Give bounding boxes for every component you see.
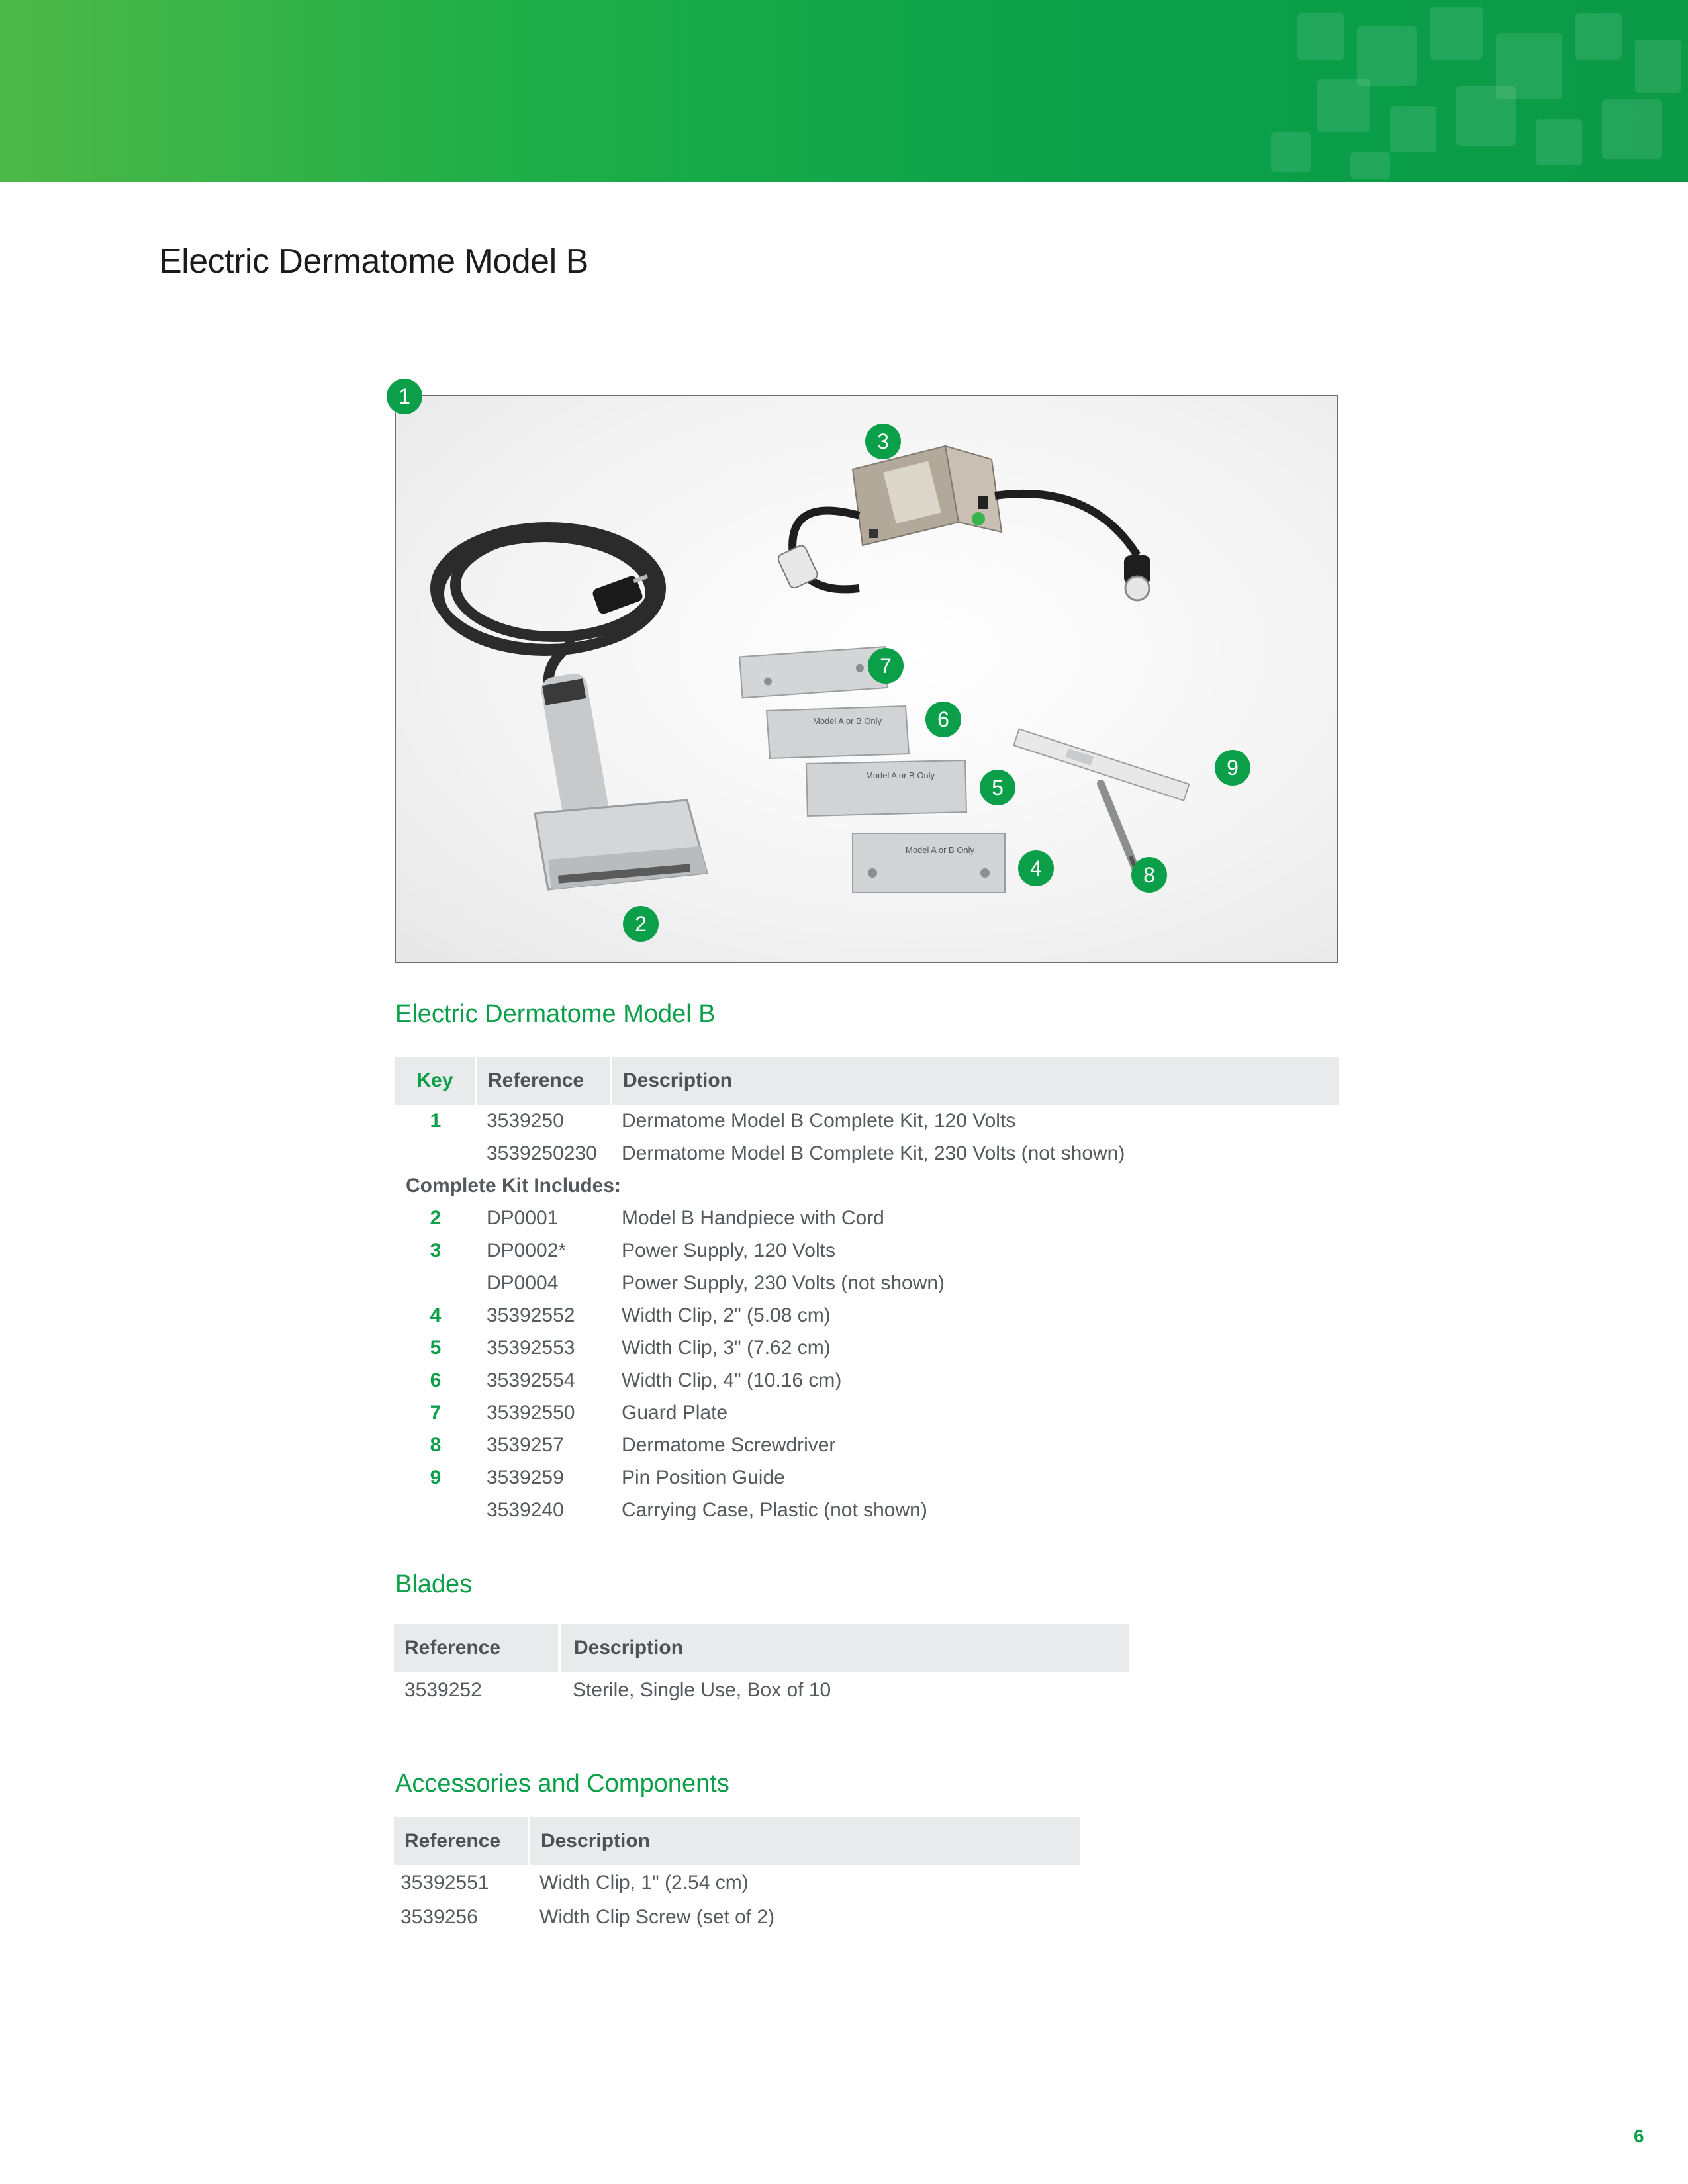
callout-4: 4 <box>1018 850 1054 886</box>
callout-5: 5 <box>980 770 1015 805</box>
handpiece <box>535 672 707 889</box>
header-description: Description <box>611 1057 1339 1105</box>
clip-label: Model A or B Only <box>906 845 975 855</box>
blades-section-title: Blades <box>395 1570 473 1598</box>
row-reference: 3539257 <box>487 1433 564 1456</box>
callout-2: 2 <box>623 906 659 942</box>
accessories-table-header <box>394 1817 1080 1865</box>
row-reference: 3539252 <box>404 1679 482 1701</box>
row-reference: 35392552 <box>487 1304 575 1326</box>
row-reference: DP0004 <box>487 1271 559 1294</box>
row-description: Dermatome Model B Complete Kit, 230 Volts (not shown) <box>622 1142 1125 1164</box>
row-key: 6 <box>430 1369 442 1391</box>
table-row <box>395 1396 1339 1429</box>
row-key <box>395 1267 476 1299</box>
kit-table-header <box>395 1057 1339 1105</box>
row-description: Width Clip, 3" (7.62 cm) <box>622 1336 831 1359</box>
header-reference: Reference <box>476 1057 611 1105</box>
header-key: Key <box>395 1057 476 1105</box>
guard-plate <box>739 647 888 698</box>
row-key: 7 <box>430 1401 442 1424</box>
callout-7: 7 <box>868 648 904 684</box>
header-description: Description <box>529 1817 1080 1865</box>
table-row <box>395 1494 1339 1526</box>
blades-table-header <box>394 1624 1129 1672</box>
header-reference: Reference <box>394 1817 529 1865</box>
row-description: Carrying Case, Plastic (not shown) <box>622 1498 927 1521</box>
blades-table <box>394 1624 1129 1709</box>
row-key <box>395 1494 476 1526</box>
product-illustration <box>396 396 1337 962</box>
page-title: Electric Dermatome Model B <box>159 242 588 281</box>
header-reference: Reference <box>394 1624 559 1672</box>
row-key: 4 <box>430 1304 442 1326</box>
table-row <box>395 1137 1339 1169</box>
row-description: Width Clip, 1" (2.54 cm) <box>539 1872 749 1893</box>
clip-label: Model A or B Only <box>813 716 882 726</box>
width-clip-3in <box>806 760 966 816</box>
screwdriver <box>1101 784 1139 876</box>
table-row <box>395 1202 1339 1234</box>
row-reference: 3539259 <box>487 1466 564 1488</box>
width-clip-2in <box>853 833 1005 893</box>
row-key <box>395 1137 476 1169</box>
power-supply <box>853 446 1002 545</box>
table-row <box>395 1332 1339 1364</box>
row-reference: 3539250 <box>487 1109 564 1132</box>
accessories-table <box>394 1817 1080 1933</box>
row-reference: 3539256 <box>400 1905 478 1928</box>
table-row <box>394 1901 1080 1933</box>
row-description: Dermatome Model B Complete Kit, 120 Volts <box>622 1109 1016 1132</box>
kit-includes-subheading: Complete Kit Includes: <box>406 1174 622 1197</box>
row-key: 2 <box>430 1206 442 1229</box>
table-row <box>395 1105 1339 1137</box>
callout-6: 6 <box>925 702 961 737</box>
row-description: Pin Position Guide <box>622 1466 785 1488</box>
product-photo <box>395 395 1338 963</box>
row-description: Sterile, Single Use, Box of 10 <box>573 1679 831 1701</box>
kit-section-title: Electric Dermatome Model B <box>395 1000 716 1028</box>
callout-3: 3 <box>865 424 901 459</box>
header-description: Description <box>559 1624 1129 1672</box>
callout-9: 9 <box>1215 750 1250 786</box>
row-reference: DP0001 <box>487 1206 559 1229</box>
row-key: 9 <box>430 1466 442 1488</box>
row-reference: 35392551 <box>400 1872 489 1893</box>
table-row <box>394 1672 1129 1709</box>
callout-8: 8 <box>1131 857 1167 893</box>
row-description: Dermatome Screwdriver <box>622 1433 836 1456</box>
row-reference: 35392550 <box>487 1401 575 1424</box>
accessories-section-title: Accessories and Components <box>395 1770 729 1797</box>
page-number: 6 <box>1634 2126 1644 2146</box>
row-description: Power Supply, 230 Volts (not shown) <box>622 1271 945 1294</box>
row-reference: DP0002* <box>487 1239 567 1261</box>
row-key: 1 <box>430 1109 442 1132</box>
row-key: 5 <box>430 1336 442 1359</box>
kit-table <box>395 1057 1339 1526</box>
table-subheading-row <box>395 1169 1339 1202</box>
callout-1: 1 <box>387 379 422 414</box>
row-description: Width Clip, 4" (10.16 cm) <box>622 1369 842 1391</box>
table-row <box>394 1865 1080 1901</box>
row-description: Width Clip, 2" (5.08 cm) <box>622 1304 831 1326</box>
clip-label: Model A or B Only <box>866 770 935 780</box>
row-reference: 3539240 <box>487 1498 564 1521</box>
table-row <box>395 1461 1339 1494</box>
table-row <box>395 1364 1339 1396</box>
row-reference: 3539250230 <box>487 1142 597 1164</box>
header-banner <box>0 0 1688 182</box>
row-description: Power Supply, 120 Volts <box>622 1239 835 1261</box>
row-description: Width Clip Screw (set of 2) <box>539 1905 775 1928</box>
row-reference: 35392554 <box>487 1369 575 1391</box>
table-row <box>395 1299 1339 1332</box>
row-description: Model B Handpiece with Cord <box>622 1206 884 1229</box>
table-row <box>395 1429 1339 1461</box>
width-clip-4in <box>767 706 909 758</box>
row-key: 8 <box>430 1433 442 1456</box>
table-row <box>395 1234 1339 1267</box>
row-key: 3 <box>430 1239 442 1261</box>
row-reference: 35392553 <box>487 1336 575 1359</box>
row-description: Guard Plate <box>622 1401 728 1424</box>
table-row <box>395 1267 1339 1299</box>
